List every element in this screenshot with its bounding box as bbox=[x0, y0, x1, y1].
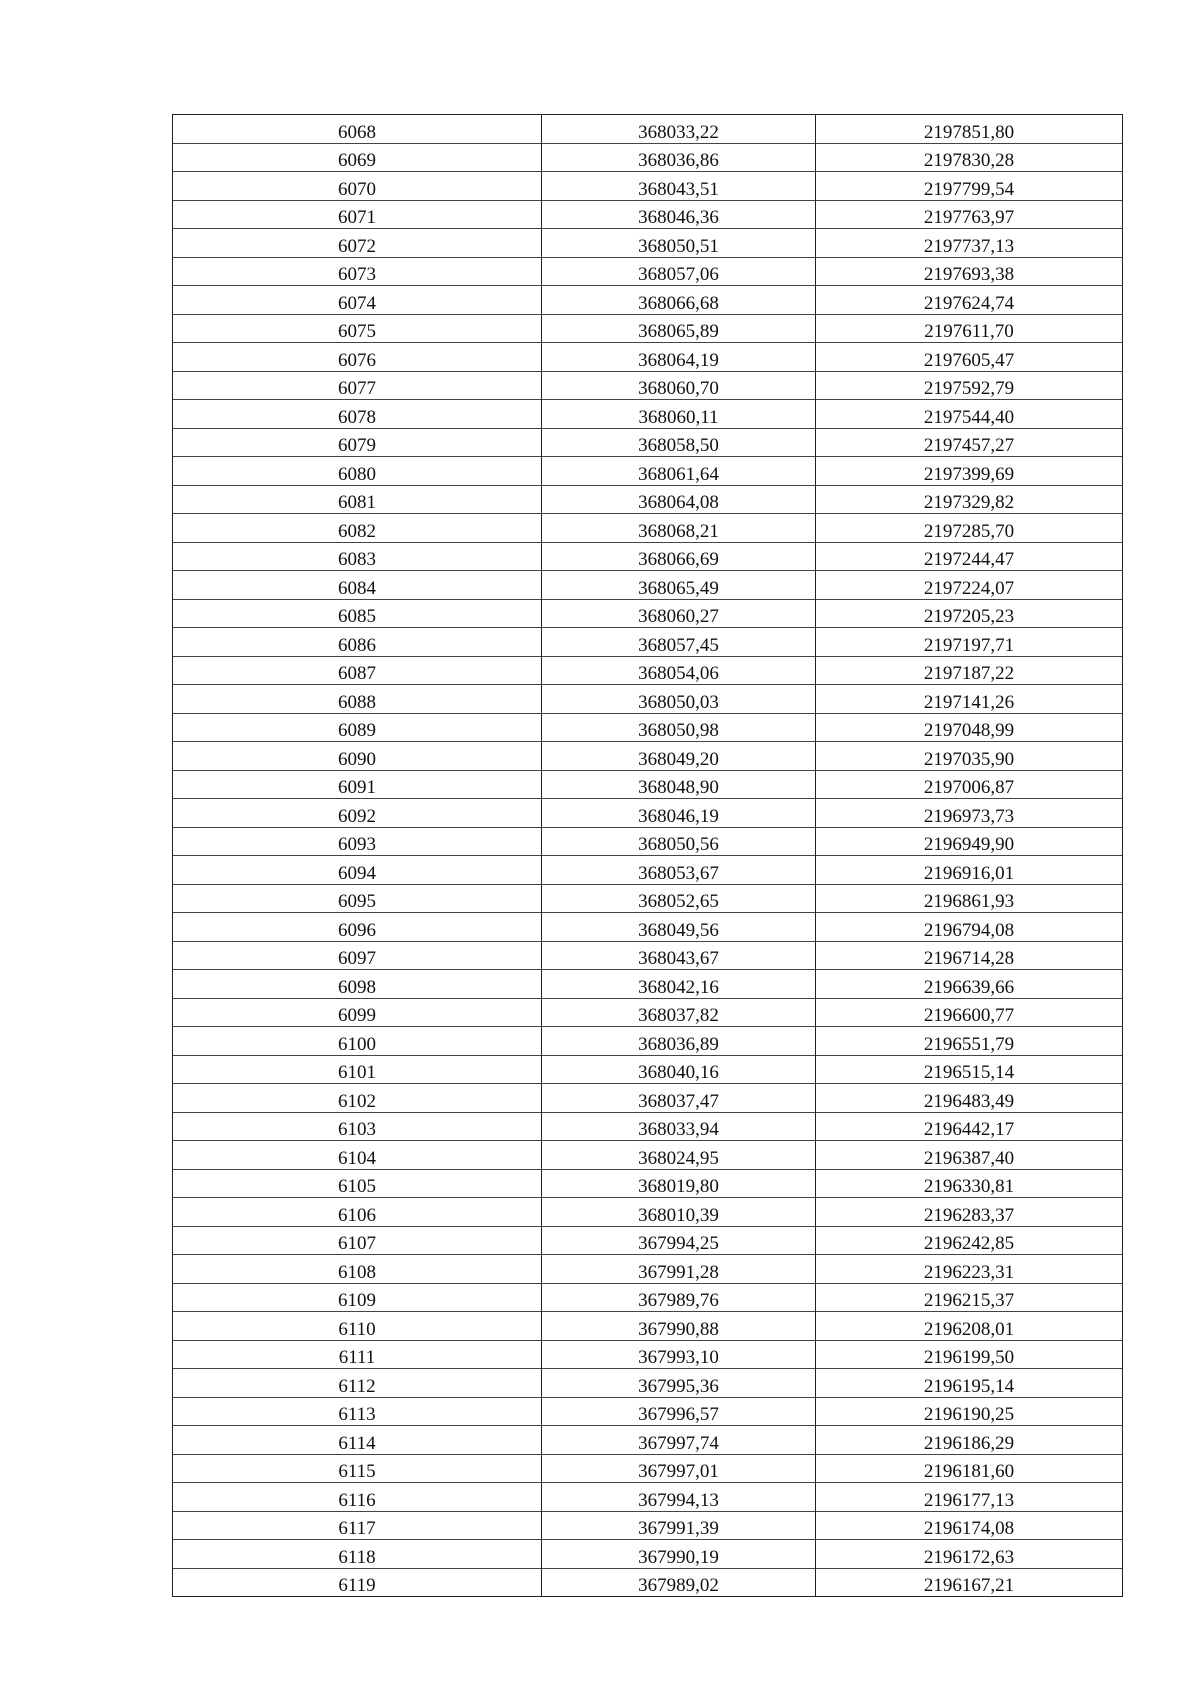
x-coordinate-cell: 368010,39 bbox=[542, 1198, 816, 1227]
table-row bbox=[173, 1255, 1123, 1284]
y-coordinate-cell: 2197187,22 bbox=[816, 656, 1123, 685]
y-coordinate-cell: 2197244,47 bbox=[816, 542, 1123, 571]
y-coordinate-cell: 2196174,08 bbox=[816, 1511, 1123, 1540]
x-coordinate-cell: 367995,36 bbox=[542, 1369, 816, 1398]
x-coordinate-cell: 368050,51 bbox=[542, 229, 816, 258]
y-coordinate-cell: 2197693,38 bbox=[816, 257, 1123, 286]
point-number-cell: 6117 bbox=[173, 1511, 542, 1540]
point-number-cell: 6109 bbox=[173, 1283, 542, 1312]
y-coordinate-cell: 2197592,79 bbox=[816, 371, 1123, 400]
table-row bbox=[173, 1426, 1123, 1455]
table-row bbox=[173, 827, 1123, 856]
y-coordinate-cell: 2197205,23 bbox=[816, 599, 1123, 628]
y-coordinate-cell: 2196483,49 bbox=[816, 1084, 1123, 1113]
point-number-cell: 6113 bbox=[173, 1397, 542, 1426]
y-coordinate-cell: 2197285,70 bbox=[816, 514, 1123, 543]
x-coordinate-cell: 368066,68 bbox=[542, 286, 816, 315]
y-coordinate-cell: 2196551,79 bbox=[816, 1027, 1123, 1056]
point-number-cell: 6073 bbox=[173, 257, 542, 286]
table-row bbox=[173, 115, 1123, 144]
point-number-cell: 6088 bbox=[173, 685, 542, 714]
point-number-cell: 6099 bbox=[173, 998, 542, 1027]
table-row bbox=[173, 542, 1123, 571]
table-row bbox=[173, 143, 1123, 172]
x-coordinate-cell: 368024,95 bbox=[542, 1141, 816, 1170]
x-coordinate-cell: 368043,67 bbox=[542, 941, 816, 970]
y-coordinate-cell: 2197737,13 bbox=[816, 229, 1123, 258]
table-row bbox=[173, 229, 1123, 258]
coordinates-table bbox=[172, 114, 1123, 1597]
point-number-cell: 6083 bbox=[173, 542, 542, 571]
table-row bbox=[173, 770, 1123, 799]
table-row bbox=[173, 257, 1123, 286]
x-coordinate-cell: 367989,02 bbox=[542, 1568, 816, 1597]
point-number-cell: 6074 bbox=[173, 286, 542, 315]
y-coordinate-cell: 2197224,07 bbox=[816, 571, 1123, 600]
y-coordinate-cell: 2197544,40 bbox=[816, 400, 1123, 429]
y-coordinate-cell: 2197799,54 bbox=[816, 172, 1123, 201]
x-coordinate-cell: 368066,69 bbox=[542, 542, 816, 571]
x-coordinate-cell: 367993,10 bbox=[542, 1340, 816, 1369]
table-row bbox=[173, 656, 1123, 685]
table-row bbox=[173, 1568, 1123, 1597]
x-coordinate-cell: 368049,20 bbox=[542, 742, 816, 771]
x-coordinate-cell: 368053,67 bbox=[542, 856, 816, 885]
point-number-cell: 6070 bbox=[173, 172, 542, 201]
y-coordinate-cell: 2196177,13 bbox=[816, 1483, 1123, 1512]
table-row bbox=[173, 172, 1123, 201]
y-coordinate-cell: 2197830,28 bbox=[816, 143, 1123, 172]
table-row bbox=[173, 1511, 1123, 1540]
y-coordinate-cell: 2196242,85 bbox=[816, 1226, 1123, 1255]
point-number-cell: 6108 bbox=[173, 1255, 542, 1284]
x-coordinate-cell: 368019,80 bbox=[542, 1169, 816, 1198]
point-number-cell: 6116 bbox=[173, 1483, 542, 1512]
point-number-cell: 6112 bbox=[173, 1369, 542, 1398]
y-coordinate-cell: 2196283,37 bbox=[816, 1198, 1123, 1227]
y-coordinate-cell: 2196515,14 bbox=[816, 1055, 1123, 1084]
y-coordinate-cell: 2196861,93 bbox=[816, 884, 1123, 913]
table-row bbox=[173, 1226, 1123, 1255]
y-coordinate-cell: 2197035,90 bbox=[816, 742, 1123, 771]
x-coordinate-cell: 367991,28 bbox=[542, 1255, 816, 1284]
table-row bbox=[173, 428, 1123, 457]
y-coordinate-cell: 2196186,29 bbox=[816, 1426, 1123, 1455]
x-coordinate-cell: 368068,21 bbox=[542, 514, 816, 543]
x-coordinate-cell: 367989,76 bbox=[542, 1283, 816, 1312]
y-coordinate-cell: 2196949,90 bbox=[816, 827, 1123, 856]
y-coordinate-cell: 2197329,82 bbox=[816, 485, 1123, 514]
y-coordinate-cell: 2197763,97 bbox=[816, 200, 1123, 229]
table-row bbox=[173, 599, 1123, 628]
point-number-cell: 6106 bbox=[173, 1198, 542, 1227]
table-row bbox=[173, 713, 1123, 742]
table-row bbox=[173, 1141, 1123, 1170]
point-number-cell: 6078 bbox=[173, 400, 542, 429]
point-number-cell: 6094 bbox=[173, 856, 542, 885]
point-number-cell: 6068 bbox=[173, 115, 542, 144]
y-coordinate-cell: 2196794,08 bbox=[816, 913, 1123, 942]
x-coordinate-cell: 368037,82 bbox=[542, 998, 816, 1027]
table-row bbox=[173, 1483, 1123, 1512]
x-coordinate-cell: 368058,50 bbox=[542, 428, 816, 457]
table-row bbox=[173, 371, 1123, 400]
point-number-cell: 6079 bbox=[173, 428, 542, 457]
y-coordinate-cell: 2197399,69 bbox=[816, 457, 1123, 486]
table-row bbox=[173, 314, 1123, 343]
x-coordinate-cell: 368040,16 bbox=[542, 1055, 816, 1084]
x-coordinate-cell: 368064,19 bbox=[542, 343, 816, 372]
point-number-cell: 6093 bbox=[173, 827, 542, 856]
point-number-cell: 6100 bbox=[173, 1027, 542, 1056]
x-coordinate-cell: 368057,06 bbox=[542, 257, 816, 286]
x-coordinate-cell: 368050,98 bbox=[542, 713, 816, 742]
point-number-cell: 6085 bbox=[173, 599, 542, 628]
point-number-cell: 6084 bbox=[173, 571, 542, 600]
table-row bbox=[173, 200, 1123, 229]
y-coordinate-cell: 2197048,99 bbox=[816, 713, 1123, 742]
table-row bbox=[173, 1055, 1123, 1084]
point-number-cell: 6089 bbox=[173, 713, 542, 742]
y-coordinate-cell: 2196600,77 bbox=[816, 998, 1123, 1027]
table-row bbox=[173, 400, 1123, 429]
y-coordinate-cell: 2197197,71 bbox=[816, 628, 1123, 657]
point-number-cell: 6090 bbox=[173, 742, 542, 771]
x-coordinate-cell: 368065,89 bbox=[542, 314, 816, 343]
point-number-cell: 6118 bbox=[173, 1540, 542, 1569]
table-row bbox=[173, 286, 1123, 315]
table-row bbox=[173, 1369, 1123, 1398]
table-row bbox=[173, 799, 1123, 828]
x-coordinate-cell: 368046,19 bbox=[542, 799, 816, 828]
x-coordinate-cell: 368043,51 bbox=[542, 172, 816, 201]
table-row bbox=[173, 970, 1123, 999]
point-number-cell: 6095 bbox=[173, 884, 542, 913]
table-row bbox=[173, 742, 1123, 771]
y-coordinate-cell: 2197851,80 bbox=[816, 115, 1123, 144]
x-coordinate-cell: 367991,39 bbox=[542, 1511, 816, 1540]
coordinates-table-body bbox=[173, 115, 1123, 1597]
x-coordinate-cell: 368060,27 bbox=[542, 599, 816, 628]
table-row bbox=[173, 1198, 1123, 1227]
table-row bbox=[173, 1312, 1123, 1341]
table-row bbox=[173, 1540, 1123, 1569]
y-coordinate-cell: 2196639,66 bbox=[816, 970, 1123, 999]
x-coordinate-cell: 368052,65 bbox=[542, 884, 816, 913]
x-coordinate-cell: 368048,90 bbox=[542, 770, 816, 799]
y-coordinate-cell: 2197611,70 bbox=[816, 314, 1123, 343]
y-coordinate-cell: 2196223,31 bbox=[816, 1255, 1123, 1284]
x-coordinate-cell: 368050,03 bbox=[542, 685, 816, 714]
point-number-cell: 6119 bbox=[173, 1568, 542, 1597]
table-row bbox=[173, 485, 1123, 514]
x-coordinate-cell: 367997,01 bbox=[542, 1454, 816, 1483]
y-coordinate-cell: 2197006,87 bbox=[816, 770, 1123, 799]
table-row bbox=[173, 457, 1123, 486]
y-coordinate-cell: 2196167,21 bbox=[816, 1568, 1123, 1597]
x-coordinate-cell: 368054,06 bbox=[542, 656, 816, 685]
point-number-cell: 6087 bbox=[173, 656, 542, 685]
point-number-cell: 6091 bbox=[173, 770, 542, 799]
point-number-cell: 6101 bbox=[173, 1055, 542, 1084]
y-coordinate-cell: 2197624,74 bbox=[816, 286, 1123, 315]
point-number-cell: 6107 bbox=[173, 1226, 542, 1255]
table-row bbox=[173, 1169, 1123, 1198]
table-row bbox=[173, 884, 1123, 913]
x-coordinate-cell: 368064,08 bbox=[542, 485, 816, 514]
table-row bbox=[173, 1397, 1123, 1426]
table-row bbox=[173, 628, 1123, 657]
y-coordinate-cell: 2196172,63 bbox=[816, 1540, 1123, 1569]
x-coordinate-cell: 368057,45 bbox=[542, 628, 816, 657]
x-coordinate-cell: 368065,49 bbox=[542, 571, 816, 600]
y-coordinate-cell: 2196208,01 bbox=[816, 1312, 1123, 1341]
table-row bbox=[173, 998, 1123, 1027]
y-coordinate-cell: 2196199,50 bbox=[816, 1340, 1123, 1369]
point-number-cell: 6081 bbox=[173, 485, 542, 514]
point-number-cell: 6097 bbox=[173, 941, 542, 970]
point-number-cell: 6115 bbox=[173, 1454, 542, 1483]
point-number-cell: 6075 bbox=[173, 314, 542, 343]
point-number-cell: 6102 bbox=[173, 1084, 542, 1113]
y-coordinate-cell: 2197605,47 bbox=[816, 343, 1123, 372]
x-coordinate-cell: 368037,47 bbox=[542, 1084, 816, 1113]
point-number-cell: 6082 bbox=[173, 514, 542, 543]
x-coordinate-cell: 367990,19 bbox=[542, 1540, 816, 1569]
point-number-cell: 6103 bbox=[173, 1112, 542, 1141]
x-coordinate-cell: 368042,16 bbox=[542, 970, 816, 999]
y-coordinate-cell: 2196190,25 bbox=[816, 1397, 1123, 1426]
point-number-cell: 6098 bbox=[173, 970, 542, 999]
y-coordinate-cell: 2196387,40 bbox=[816, 1141, 1123, 1170]
x-coordinate-cell: 368060,11 bbox=[542, 400, 816, 429]
y-coordinate-cell: 2196215,37 bbox=[816, 1283, 1123, 1312]
point-number-cell: 6104 bbox=[173, 1141, 542, 1170]
y-coordinate-cell: 2197457,27 bbox=[816, 428, 1123, 457]
point-number-cell: 6069 bbox=[173, 143, 542, 172]
point-number-cell: 6077 bbox=[173, 371, 542, 400]
x-coordinate-cell: 367996,57 bbox=[542, 1397, 816, 1426]
x-coordinate-cell: 368036,89 bbox=[542, 1027, 816, 1056]
table-row bbox=[173, 913, 1123, 942]
point-number-cell: 6072 bbox=[173, 229, 542, 258]
x-coordinate-cell: 368049,56 bbox=[542, 913, 816, 942]
point-number-cell: 6080 bbox=[173, 457, 542, 486]
y-coordinate-cell: 2196714,28 bbox=[816, 941, 1123, 970]
y-coordinate-cell: 2196195,14 bbox=[816, 1369, 1123, 1398]
point-number-cell: 6071 bbox=[173, 200, 542, 229]
y-coordinate-cell: 2196330,81 bbox=[816, 1169, 1123, 1198]
table-row bbox=[173, 1454, 1123, 1483]
point-number-cell: 6114 bbox=[173, 1426, 542, 1455]
x-coordinate-cell: 368060,70 bbox=[542, 371, 816, 400]
point-number-cell: 6105 bbox=[173, 1169, 542, 1198]
point-number-cell: 6096 bbox=[173, 913, 542, 942]
table-row bbox=[173, 856, 1123, 885]
table-row bbox=[173, 1112, 1123, 1141]
table-row bbox=[173, 685, 1123, 714]
x-coordinate-cell: 368050,56 bbox=[542, 827, 816, 856]
point-number-cell: 6111 bbox=[173, 1340, 542, 1369]
x-coordinate-cell: 367994,25 bbox=[542, 1226, 816, 1255]
x-coordinate-cell: 368033,94 bbox=[542, 1112, 816, 1141]
table-row bbox=[173, 343, 1123, 372]
y-coordinate-cell: 2196973,73 bbox=[816, 799, 1123, 828]
table-row bbox=[173, 1084, 1123, 1113]
point-number-cell: 6092 bbox=[173, 799, 542, 828]
table-row bbox=[173, 571, 1123, 600]
table-row bbox=[173, 1027, 1123, 1056]
x-coordinate-cell: 367990,88 bbox=[542, 1312, 816, 1341]
y-coordinate-cell: 2196916,01 bbox=[816, 856, 1123, 885]
point-number-cell: 6076 bbox=[173, 343, 542, 372]
table-row bbox=[173, 1283, 1123, 1312]
y-coordinate-cell: 2196181,60 bbox=[816, 1454, 1123, 1483]
x-coordinate-cell: 368046,36 bbox=[542, 200, 816, 229]
y-coordinate-cell: 2196442,17 bbox=[816, 1112, 1123, 1141]
point-number-cell: 6110 bbox=[173, 1312, 542, 1341]
x-coordinate-cell: 367994,13 bbox=[542, 1483, 816, 1512]
table-row bbox=[173, 941, 1123, 970]
point-number-cell: 6086 bbox=[173, 628, 542, 657]
table-row bbox=[173, 1340, 1123, 1369]
x-coordinate-cell: 368061,64 bbox=[542, 457, 816, 486]
x-coordinate-cell: 368033,22 bbox=[542, 115, 816, 144]
table-row bbox=[173, 514, 1123, 543]
x-coordinate-cell: 368036,86 bbox=[542, 143, 816, 172]
x-coordinate-cell: 367997,74 bbox=[542, 1426, 816, 1455]
y-coordinate-cell: 2197141,26 bbox=[816, 685, 1123, 714]
